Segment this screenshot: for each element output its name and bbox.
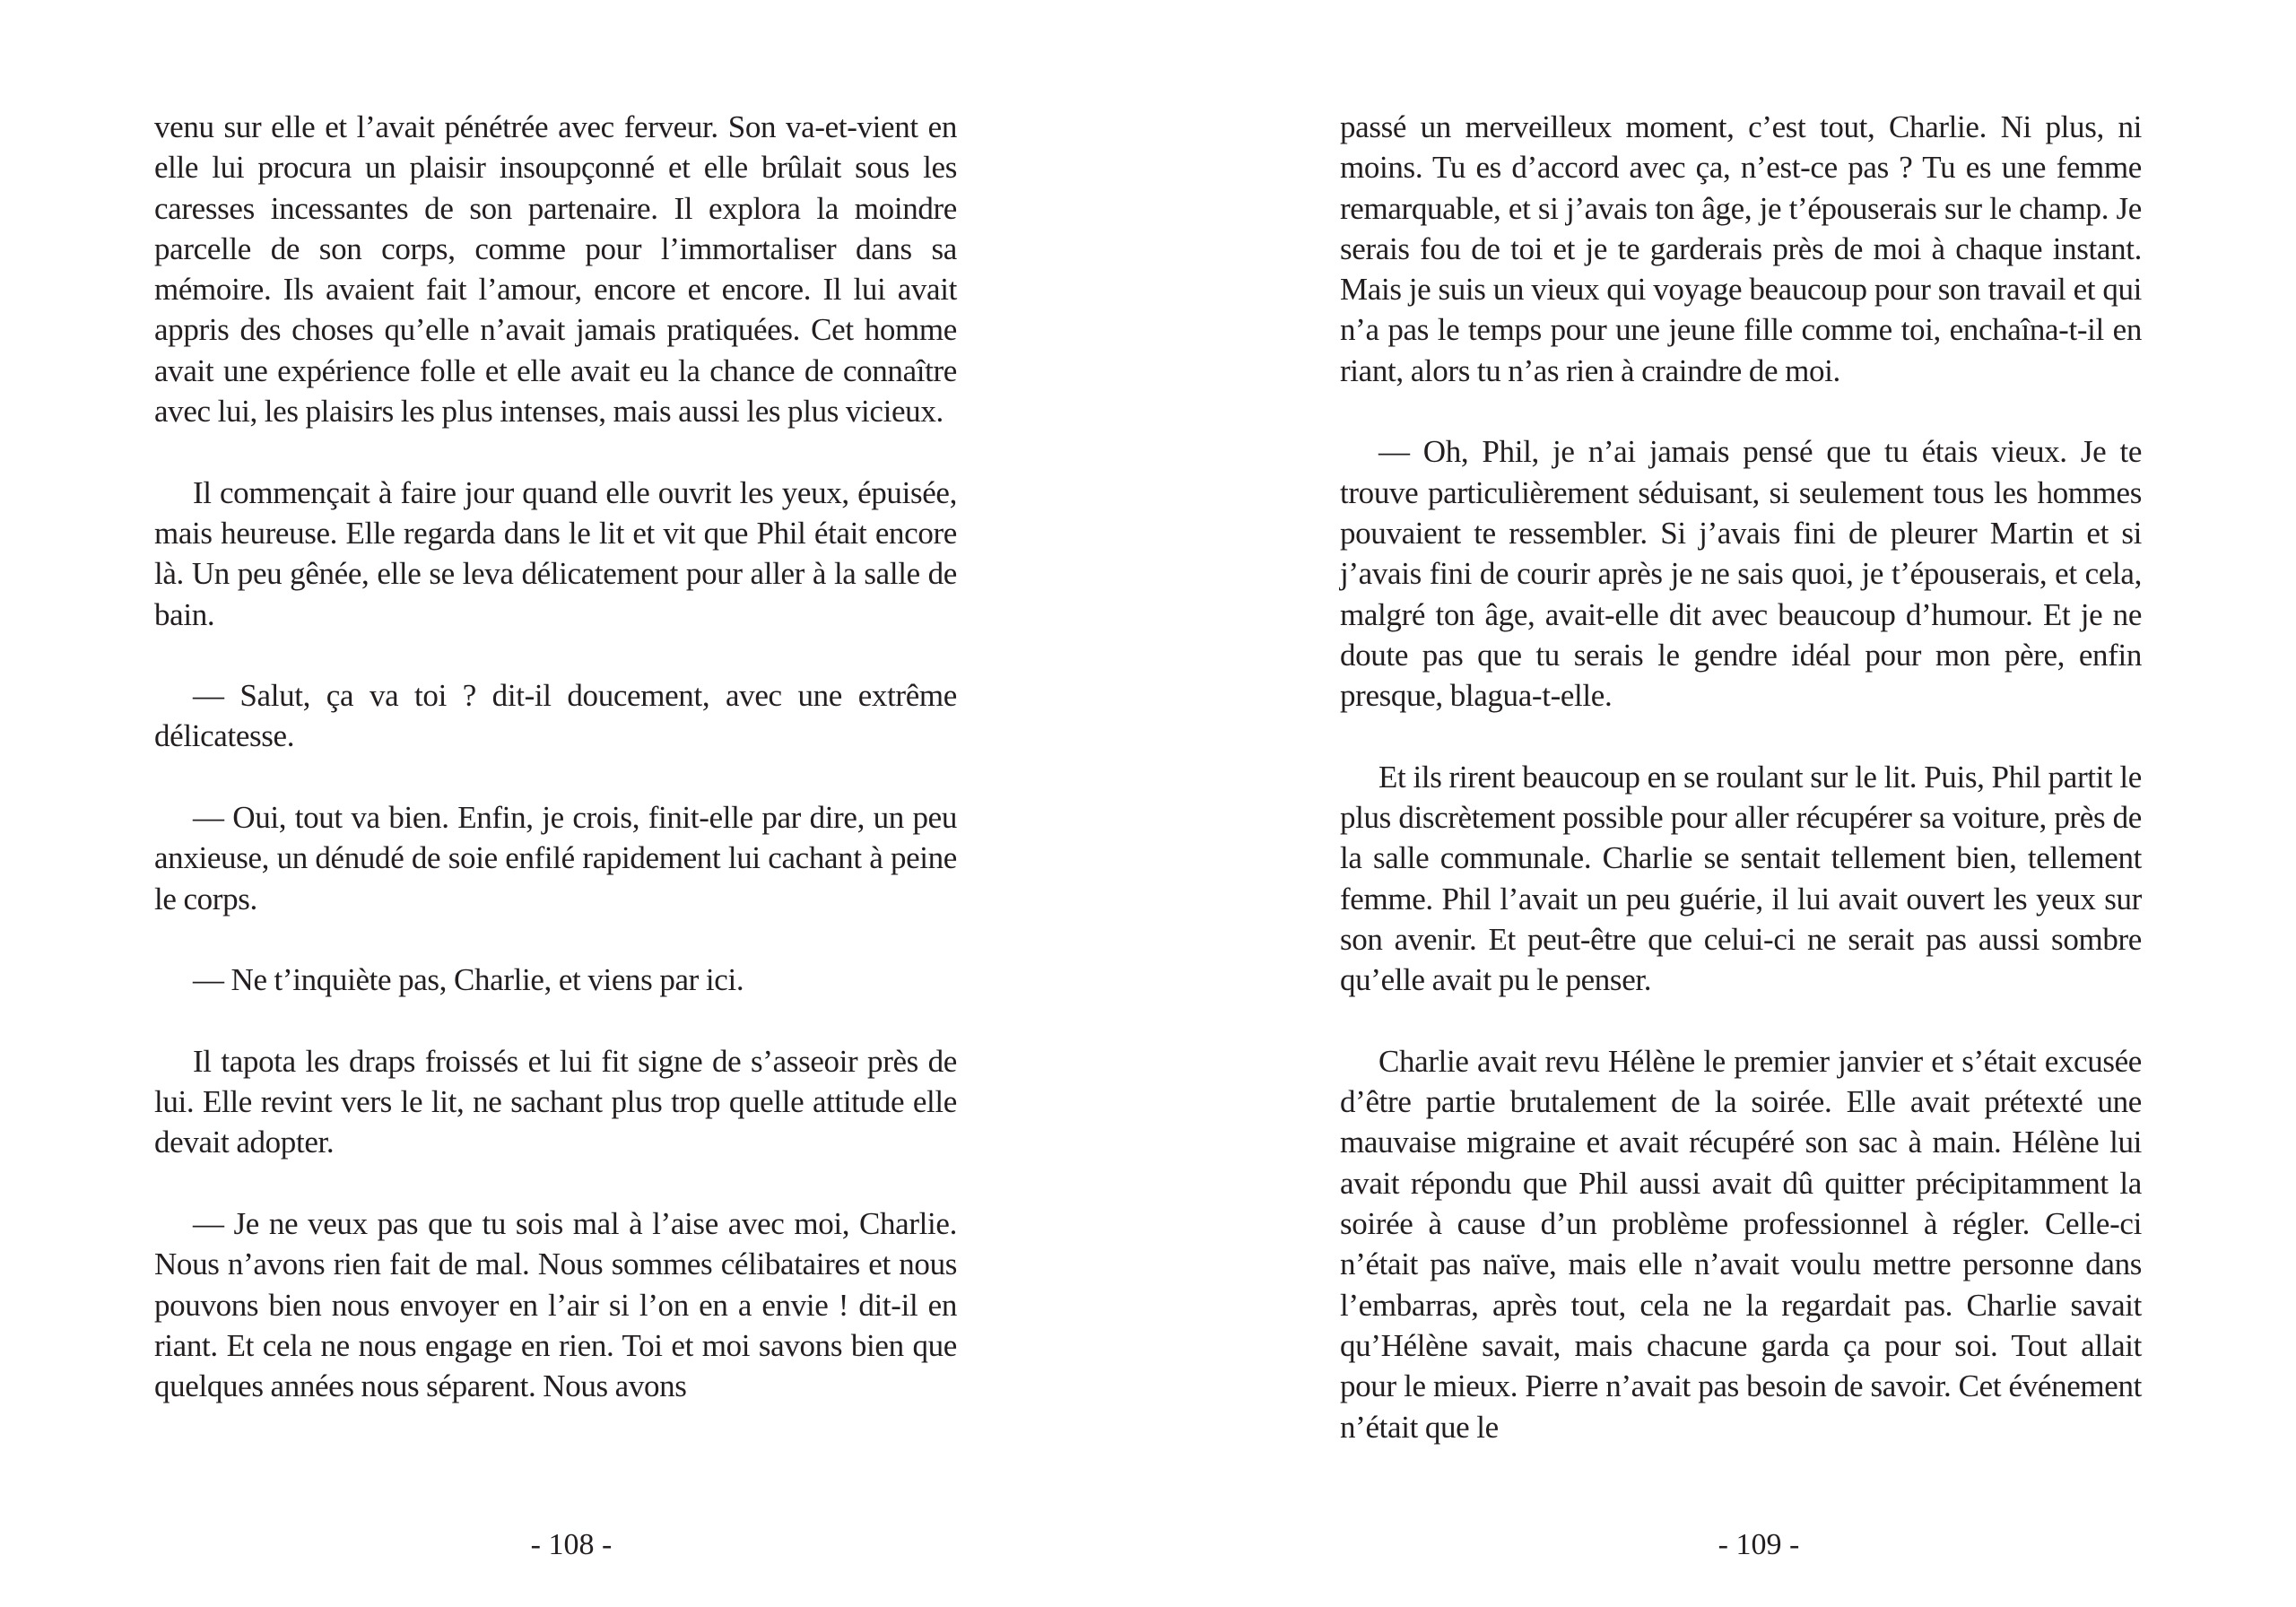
paragraph: Et ils rirent beaucoup en se roulant sur le lit. Puis, Phil partit le plus discrètement possible pour aller récupérer sa voiture, près de la salle communale. Charlie se sentait tellement bien, tellement femme. Phil l’avait un peu guérie, il lui avait ouvert les yeux sur son avenir. Et peut-être que celui-ci ne serait pas aussi sombre qu’elle avait pu le penser. [1340, 759, 2142, 998]
page-number: - 109 - [1718, 1528, 1800, 1561]
dialogue-paragraph: — Oh, Phil, je n’ai jamais pensé que tu étais vieux. Je te trouve particulièrement séduisant, si seulement tous les hommes pouvaient te ressembler. Si j’avais fini de pleurer Martin et si j’avais fini de courir après je ne sais quoi, je t’épouserais, et cela, malgré ton âge, avait-elle dit avec beaucoup d’humour. Et je ne doute pas que tu serais le gendre idéal pour mon père, enfin presque, blagua-t-elle. [1340, 434, 2142, 714]
dialogue-paragraph: passé un merveilleux moment, c’est tout, Charlie. Ni plus, ni moins. Tu es d’accord avec ça, n’est-ce pas ? Tu es une femme remarquable, et si j’avais ton âge, je t’épouserais sur le champ. Je serais fou de toi et je te garderais près de moi à chaque instant. Mais je suis un vieux qui voyage beaucoup pour son travail et qui n’a pas le temps pour une jeune fille comme toi, enchaîna-t-il en riant, alors tu n’as rien à craindre de moi. [1340, 109, 2142, 388]
paragraph: venu sur elle et l’avait pénétrée avec ferveur. Son va-et-vient en elle lui procura un plaisir insoupçonné et elle brûlait sous les caresses incessantes de son partenaire. Il explora la moindre parcelle de son corps, comme pour l’immortaliser dans sa mémoire. Ils avaient fait l’amour, encore et encore. Il lui avait appris des choses qu’elle n’avait jamais pratiquées. Cet homme avait une expérience folle et elle avait eu la chance de connaître avec lui, les plaisirs les plus intenses, mais aussi les plus vicieux. [154, 109, 957, 430]
paragraph: Charlie avait revu Hélène le premier janvier et s’était excusée d’être partie brutalement de la soirée. Elle avait prétexté une mauvaise migraine et avait récupéré son sac à main. Hélène lui avait répondu que Phil aussi avait dû quitter précipitamment la soirée à cause d’un problème professionnel à régler. Celle-ci n’était pas naïve, mais elle n’avait voulu mettre personne dans l’embarras, après tout, cela ne la regardait pas. Charlie savait qu’Hélène savait, mais chacune garda ça pour soi. Tout allait pour le mieux. Pierre n’avait pas besoin de savoir. Cet événement n’était que le [1340, 1043, 2142, 1445]
right-page-body [1340, 107, 2142, 1447]
dialogue-paragraph: — Je ne veux pas que tu sois mal à l’aise avec moi, Charlie. Nous n’avons rien fait de mal. Nous sommes célibataires et nous pouvons bien nous envoyer en l’air si l’on en a envie ! dit-il en riant. Et cela ne nous engage en rien. Toi et moi savons bien que quelques années nous séparent. Nous avons [154, 1206, 957, 1404]
paragraph: Il commençait à faire jour quand elle ouvrit les yeux, épuisée, mais heureuse. Elle regarda dans le lit et vit que Phil était encore là. Un peu gênée, elle se leva délicatement pour aller à la salle de bain. [154, 474, 957, 632]
page-number: - 108 - [530, 1528, 613, 1561]
dialogue-paragraph: — Ne t’inquiète pas, Charlie, et viens par ici. [193, 962, 744, 998]
paragraph: Il tapota les draps froissés et lui fit signe de s’asseoir près de lui. Elle revint vers le lit, ne sachant plus trop quelle attitude elle devait adopter. [154, 1043, 957, 1160]
right-page [1148, 0, 2296, 1607]
dialogue-paragraph: — Salut, ça va toi ? dit-il doucement, avec une extrême délicatesse. [154, 678, 957, 754]
left-page-body [154, 107, 957, 1407]
dialogue-paragraph: — Oui, tout va bien. Enfin, je crois, finit-elle par dire, un peu anxieuse, un dénudé de soie enfilé rapidement lui cachant à peine le corps. [154, 800, 957, 916]
